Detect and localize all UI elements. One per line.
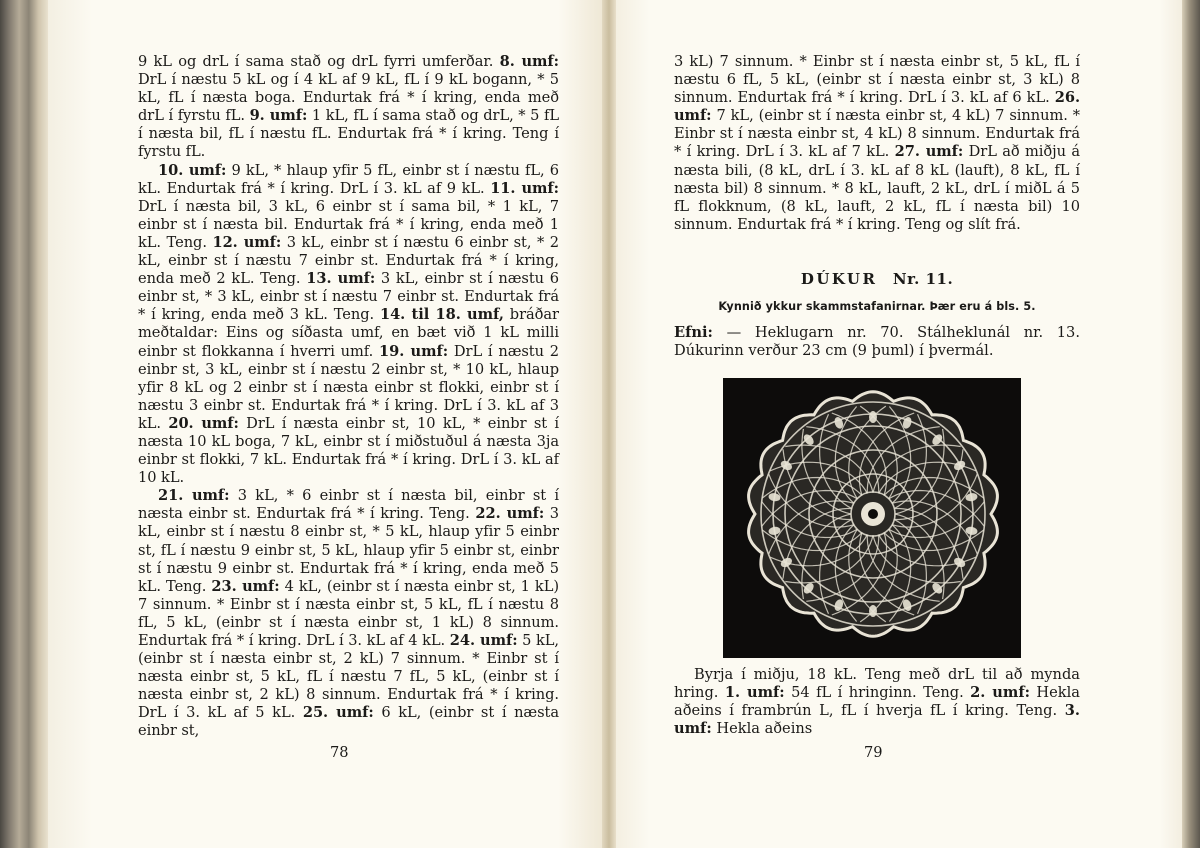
round-label: 9. umf: (249, 107, 308, 125)
page-number-right: 79 (864, 744, 883, 761)
doily-leaf (869, 411, 877, 423)
round-label: 12. umf: (212, 233, 282, 251)
instruction-text: 54 fL í hringinn. Teng. (784, 684, 971, 702)
instruction-text: Byrja í miðju, 18 kL. Teng með drL til að mynda hring. (674, 666, 1080, 702)
instruction-paragraph (674, 53, 1080, 234)
instruction-text: Hekla aðeins (711, 720, 813, 738)
instruction-text: 3 kL) 7 sinnum. * Einbr st í næsta einbr st, 5 kL, fL í næstu 6 fL, 5 kL, (einbr st í næsta einbr st, 3 kL) 8 sinnum. Endurtak frá * í kring. DrL í 3. kL af 6 kL. (674, 53, 1080, 107)
doily-leaf (869, 605, 877, 617)
instruction-text: DrL í næsta bil, 3 kL, 6 einbr st í sama bil, * 1 kL, 7 einbr st í næsta bil. Endurtak frá * í kring, enda með 1 kL. Teng. (138, 197, 559, 251)
heading-title: DÚKUR (800, 270, 878, 288)
round-label: 25. umf: (302, 704, 374, 722)
instruction-text: 3 kL, einbr st í næstu 6 einbr st, * 3 kL, einbr st í næstu 7 einbr st. Endurtak frá * í kring, enda með 3 kL. Teng. (138, 270, 559, 324)
round-label: 23. umf: (211, 577, 280, 595)
round-label: 1. umf: (724, 684, 785, 702)
instruction-paragraph (138, 162, 559, 488)
instruction-text: 3 kL, einbr st í næstu 8 einbr st, * 5 kL, hlaup yfir 5 einbr st, fL í næstu 9 einbr st, 5 kL, hlaup yfir 5 einbr st, einbr st í næstu 9 einbr st. Endurtak frá * í kring, enda með 5 kL. Teng. (138, 505, 559, 595)
round-label: 19. umf: (379, 342, 449, 360)
instruction-paragraph (138, 487, 559, 740)
instruction-text: 7 kL, (einbr st í næsta einbr st, 4 kL) 7 sinnum. * Einbr st í næsta einbr st, 4 kL) 8 sinnum. Endurtak frá * í kring. DrL í 3. kL af 7 kL. (674, 107, 1080, 161)
abbreviations-note: Kynnið ykkur skammstafanirnar. Þær eru á bls. 5. (718, 300, 1036, 313)
instruction-paragraph (138, 53, 559, 162)
round-label: 13. umf: (306, 270, 376, 288)
instruction-text: 3 kL, einbr st í næstu 6 einbr st, * 2 kL, einbr st í næstu 7 einbr st. Endurtak frá * í kring, enda með 2 kL. Teng. (138, 233, 559, 288)
round-label: 24. umf: (449, 632, 518, 649)
doily-photo (723, 378, 1021, 658)
instruction-paragraph (674, 666, 1080, 738)
instruction-text: 6 kL, (einbr st í næsta einbr st, (138, 704, 559, 740)
book-edge-right (1182, 0, 1200, 848)
book-gutter (602, 0, 616, 848)
instruction-text: 1 kL, fL í sama stað og drL, * 5 fL í næsta bil, fL í næstu fL. Endurtak frá * í kring. Teng í fyrstu fL. (138, 107, 560, 161)
page-number-left: 78 (330, 744, 349, 761)
instruction-text: 3 kL, * 6 einbr st í næsta bil, einbr st í næsta einbr st. Endurtak frá * í kring. Teng. (138, 487, 559, 523)
instruction-text: DrL í næstu 5 kL og í 4 kL af 9 kL, fL í 9 kL bogann, * 5 kL, fL í næsta boga. Endurtak frá * í kring, enda með drL í fyrstu fL. (138, 71, 559, 125)
round-label: 3. umf: (674, 702, 1080, 738)
round-label: 14. til 18. umf, (379, 306, 504, 324)
round-label: 26. umf: (674, 89, 1080, 125)
instruction-text: 9 kL, * hlaup yfir 5 fL, einbr st í næstu fL, 6 kL. Endurtak frá * í kring. DrL í 3. kL af 9 kL. (138, 161, 560, 197)
left-page-text (138, 53, 559, 741)
pattern-heading (674, 270, 1080, 288)
round-label: 21. umf: (158, 487, 230, 505)
instruction-text: DrL í næstu 2 einbr st, 3 kL, einbr st í næstu 2 einbr st, * 10 kL, hlaup yfir 8 kL og 2 einbr st í næsta einbr st flokki, einbr st í næstu 3 einbr st. Endurtak frá * í kring. DrL í 3. kL af 3 kL. (138, 342, 560, 432)
round-label: 22. umf: (475, 505, 545, 523)
instruction-text: 9 kL og drL í sama stað og drL fyrri umferðar. (138, 53, 500, 70)
instruction-text: DrL að miðju á næsta bili, (8 kL, drL í 3. kL af 8 kL (lauft), 8 kL, fL í næsta bil) 8 sinnum. * 8 kL, lauft, 2 kL, drL í miðL á 5 fL flokknum, (8 kL, lauft, 2 kL, fL í næsta bil) 10 sinnum. Endurtak frá * í kring. Teng og slít frá. (674, 143, 1080, 233)
instruction-text: 4 kL, (einbr st í næsta einbr st, 1 kL) 7 sinnum. * Einbr st í næsta einbr st, 5 kL, fL í næstu 8 fL, 5 kL, (einbr st í næsta einbr st, 1 kL) 8 sinnum. Endurtak frá * í kring. DrL í 3. kL af 4 kL. (138, 577, 559, 649)
instruction-text: Hekla aðeins í frambrún L, fL í hverja fL í kring. Teng. (674, 684, 1081, 720)
book-edge-left (0, 0, 48, 848)
round-label: 8. umf: (499, 53, 559, 70)
round-label: 27. umf: (894, 143, 964, 161)
round-label: 10. umf: (158, 161, 227, 179)
doily-center-hole (868, 509, 878, 519)
instruction-text: DrL í næsta einbr st, 10 kL, * einbr st í næsta 10 kL boga, 7 kL, einbr st í miðstuðul á næsta 3ja einbr st flokki, 7 kL. Endurtak frá * í kring. DrL í 3. kL af 10 kL. (138, 414, 559, 487)
instruction-text: 5 kL, (einbr st í næsta einbr st, 2 kL) 7 sinnum. * Einbr st í næsta einbr st, 5 kL, fL í næstu 7 fL, 5 kL, (einbr st í næsta einbr st, 2 kL) 8 sinnum. Endurtak frá * í kring. DrL í 3. kL af 5 kL. (138, 632, 560, 722)
materials-text: — Heklugarn nr. 70. Stálheklunál nr. 13. Dúkurinn verður 23 cm (9 þuml) í þvermál. (674, 324, 1080, 360)
round-label: 2. umf: (970, 684, 1030, 702)
materials-label: Efni: (674, 324, 713, 341)
instruction-text: bráðar meðtaldar: Eins og síðasta umf, en bæt við 1 kL milli einbr st flokkanna í hverri umf. (138, 306, 559, 360)
round-label: 11. umf: (490, 179, 559, 197)
right-page-bottom-text (674, 666, 1080, 738)
heading-number: Nr. 11. (892, 270, 954, 288)
right-page-top-text (674, 53, 1080, 234)
round-label: 20. umf: (168, 414, 239, 432)
materials-paragraph (674, 324, 1080, 360)
crochet-doily-illustration (723, 378, 1021, 658)
